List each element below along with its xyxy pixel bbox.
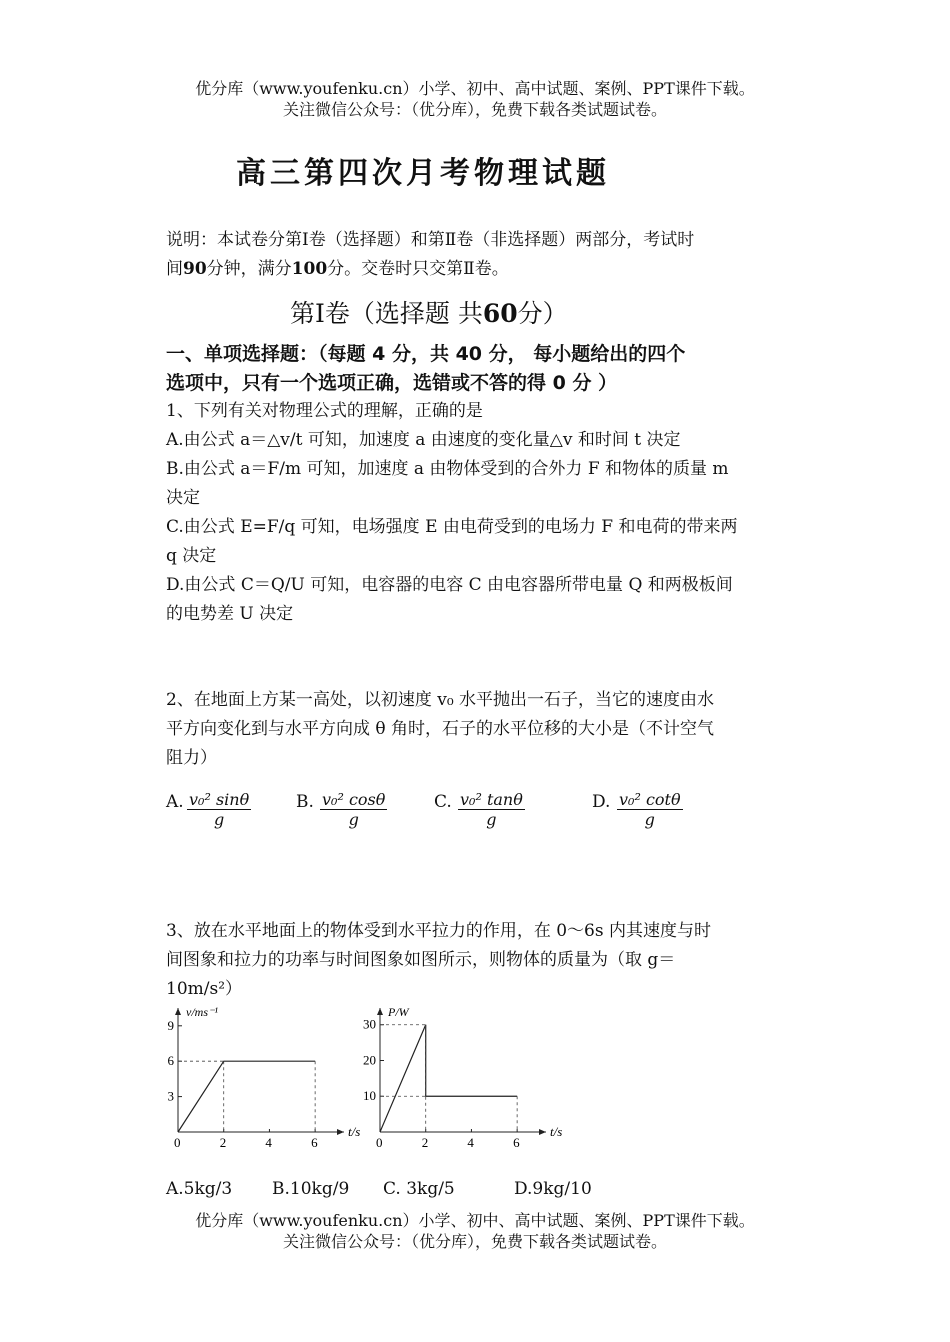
x-tick-label: 2: [421, 1135, 429, 1150]
y-tick-label: 6: [167, 1053, 174, 1069]
q3-option-a: A.5kg/3: [166, 1179, 233, 1199]
q3-stem-1: 3、放在水平地面上的物体受到水平拉力的作用，在 0～6s 内其速度与时: [166, 921, 711, 941]
footer-line-2: 关注微信公众号：（优分库），免费下载各类试题试卷。: [282, 1232, 667, 1251]
intro-line-1: 说明：本试卷分第Ⅰ卷（选择题）和第Ⅱ卷（非选择题）两部分，考试时: [166, 230, 695, 250]
x-tick-label: 6: [311, 1135, 318, 1150]
y-axis-arrow: [175, 1008, 181, 1015]
q3-option-b: B.10kg/9: [272, 1179, 350, 1199]
q2-option-c-fraction: $\frac{\text{v₀² tanθ}}{g}$: [460, 790, 523, 829]
y-axis-label: v/ms⁻¹: [186, 1005, 218, 1019]
page-title: 高三第四次月考物理试题: [236, 156, 610, 191]
y-tick-label: 20: [363, 1052, 376, 1068]
q1-option-b: B.由公式 a＝F/m 可知，加速度 a 由物体受到的合外力 F 和物体的质量 m: [166, 459, 729, 479]
x-tick-label: 0: [174, 1135, 181, 1150]
y-tick-label: 3: [167, 1088, 174, 1104]
q3-stem-3: 10m/s²）: [166, 979, 243, 999]
x-tick-label: 2: [219, 1135, 227, 1150]
y-axis-arrow: [377, 1008, 383, 1015]
x-axis-label: t/s: [348, 1124, 361, 1139]
section1-line-2: 选项中，只有一个选项正确，选错或不答的得 0 分 ）: [166, 372, 618, 394]
header-line-1: 优分库（www.youfenku.cn）小学、初中、高中试题、案例、PPT课件下载。: [195, 79, 755, 98]
y-axis-label: P/W: [388, 1005, 409, 1019]
x-axis-label: t/s: [550, 1124, 563, 1139]
q1-option-d-cont: 的电势差 U 决定: [166, 604, 294, 624]
q1-option-c-cont: q 决定: [166, 546, 217, 566]
q1-option-d: D.由公式 C＝Q/U 可知，电容器的电容 C 由电容器所带电量 Q 和两极板间: [166, 575, 733, 595]
q2-stem-3: 阻力）: [166, 748, 217, 768]
x-tick-label: 4: [265, 1135, 272, 1150]
footer-line-1: 优分库（www.youfenku.cn）小学、初中、高中试题、案例、PPT课件下载。: [195, 1211, 755, 1230]
q2-option-b-fraction: $\frac{\text{v₀² cosθ}}{g}$: [322, 790, 386, 829]
q1-option-b-cont: 决定: [166, 488, 200, 508]
intro-line-2: 间90分钟，满分100分。交卷时只交第Ⅱ卷。: [166, 259, 509, 279]
data-series-line: [380, 1025, 517, 1132]
part1-heading: 第Ⅰ卷（选择题 共60分）: [290, 299, 568, 328]
x-axis-arrow: [337, 1129, 344, 1135]
power-time-chart: [352, 1000, 563, 1150]
q3-option-d: D.9kg/10: [514, 1179, 592, 1199]
x-tick-label: 0: [376, 1135, 383, 1150]
q2-option-a-label: A.: [166, 792, 184, 812]
q3-stem-2: 间图象和拉力的功率与时间图象如图所示，则物体的质量为（取 g＝: [166, 950, 676, 970]
section1-line-1: 一、单项选择题：（每题 4 分，共 40 分， 每小题给出的四个: [166, 343, 686, 365]
q2-option-d-label: D.: [592, 792, 611, 812]
q1-option-a: A.由公式 a＝△v/t 可知，加速度 a 由速度的变化量△v 和时间 t 决定: [166, 430, 681, 450]
x-axis-arrow: [539, 1129, 546, 1135]
data-series-line: [178, 1061, 315, 1132]
y-tick-label: 10: [363, 1088, 376, 1104]
q2-stem-1: 2、在地面上方某一高处，以初速度 v₀ 水平抛出一石子，当它的速度由水: [166, 690, 715, 710]
q3-option-c: C. 3kg/5: [383, 1179, 455, 1199]
y-tick-label: 30: [363, 1016, 376, 1032]
header-line-2: 关注微信公众号：（优分库），免费下载各类试题试卷。: [282, 100, 667, 119]
velocity-time-chart: [150, 1000, 361, 1150]
x-tick-label: 4: [467, 1135, 474, 1150]
q2-option-b-label: B.: [296, 792, 314, 812]
q2-option-c-label: C.: [434, 792, 452, 812]
q2-option-d-fraction: $\frac{\text{v₀² cotθ}}{g}$: [619, 790, 681, 829]
q2-option-a-fraction: $\frac{\text{v₀² sinθ}}{g}$: [189, 790, 250, 829]
q1-stem: 1、下列有关对物理公式的理解，正确的是: [166, 401, 483, 421]
q2-stem-2: 平方向变化到与水平方向成 θ 角时，石子的水平位移的大小是（不计空气: [166, 719, 715, 739]
y-tick-label: 9: [167, 1017, 174, 1033]
x-tick-label: 6: [513, 1135, 520, 1150]
q1-option-c: C.由公式 E=F/q 可知，电场强度 E 由电荷受到的电场力 F 和电荷的带来两: [166, 517, 738, 537]
